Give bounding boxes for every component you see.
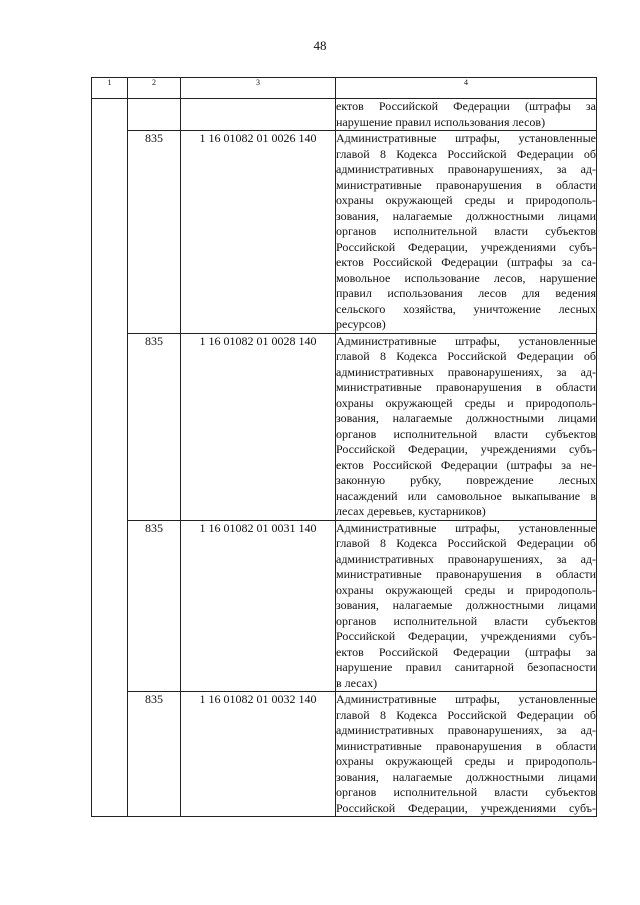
description-line: министративные правонарушения в области — [336, 567, 596, 581]
description-line: нарушение правил санитарной безопасности — [336, 660, 596, 674]
admin-code-cell: 835 — [128, 692, 181, 817]
description-cell — [336, 692, 597, 817]
description-line: главой 8 Кодекса Российской Федерации об — [336, 349, 596, 363]
kbk-code-cell: 1 16 01082 01 0026 140 — [181, 131, 336, 334]
column-number-1: 1 — [92, 78, 128, 99]
description-line: зования, налагаемые должностными лицами — [336, 208, 596, 223]
description-line: ектов Российской Федерации (штрафы за не- — [336, 457, 596, 472]
description-line: главой 8 Кодекса Российской Федерации об — [336, 536, 596, 550]
description-line: ектов Российской Федерации (штрафы за — [336, 644, 596, 659]
description-line: охраны окружающей среды и природополь- — [336, 582, 596, 597]
code-cell-empty — [128, 99, 181, 131]
description-line: зования, налагаемые должностными лицами — [336, 769, 596, 784]
admin-code-cell: 835 — [128, 333, 181, 520]
description-line: главой 8 Кодекса Российской Федерации об — [336, 146, 596, 161]
description-line: Административные штрафы, установленные — [336, 333, 596, 348]
description-line: ектов Российской Федерации (штрафы за — [336, 99, 596, 113]
table-row — [92, 333, 597, 520]
column-number-2: 2 — [128, 78, 181, 99]
description-line: Российской Федерации, учреждениями субъ- — [336, 629, 596, 643]
description-line: министративные правонарушения в области — [336, 177, 596, 192]
description-line: главой 8 Кодекса Российской Федерации об — [336, 707, 596, 722]
description-line: органов исполнительной власти субъектов — [336, 224, 596, 238]
admin-code-cell: 835 — [128, 131, 181, 334]
table-row — [92, 692, 597, 817]
description-line: зования, налагаемые должностными лицами — [336, 598, 596, 612]
description-line: органов исполнительной власти субъектов — [336, 426, 596, 441]
description-line: законную рубку, повреждение лесных — [336, 473, 596, 487]
description-line: министративные правонарушения в области — [336, 738, 596, 753]
table-row — [92, 520, 597, 692]
description-line: насаждений или самовольное выкапывание в — [336, 488, 596, 503]
kbk-cell-empty — [181, 99, 336, 131]
budget-codes-table — [91, 77, 597, 817]
description-line: Российской Федерации, учреждениями субъ- — [336, 239, 596, 254]
table-row — [92, 131, 597, 334]
admin-code-cell: 835 — [128, 520, 181, 692]
page-number: 48 — [313, 38, 327, 53]
kbk-code-cell: 1 16 01082 01 0032 140 — [181, 692, 336, 817]
description-line: ресурсов) — [336, 317, 386, 331]
description-line: мовольное использование лесов, нарушение — [336, 270, 596, 285]
description-line: Российской Федерации, учреждениями субъ- — [336, 800, 596, 815]
description-line: административных правонарушениях, за ад- — [336, 723, 596, 737]
description-line: правил использования лесов для ведения — [336, 286, 596, 300]
description-line: министративные правонарушения в области — [336, 380, 596, 394]
description-line: сельского хозяйства, уничтожение лесных — [336, 301, 596, 316]
description-line: Административные штрафы, установленные — [336, 692, 596, 706]
description-line: лесах деревьев, кустарников) — [336, 504, 486, 518]
description-line: охраны окружающей среды и природополь- — [336, 395, 596, 410]
description-line: органов исполнительной власти субъектов — [336, 613, 596, 628]
description-line: зования, налагаемые должностными лицами — [336, 411, 596, 425]
description-line: охраны окружающей среды и природополь- — [336, 754, 596, 768]
description-cell — [336, 520, 597, 692]
description-line: Административные штрафы, установленные — [336, 131, 596, 145]
kbk-code-cell: 1 16 01082 01 0028 140 — [181, 333, 336, 520]
description-line: административных правонарушениях, за ад- — [336, 364, 596, 379]
description-cell — [336, 131, 597, 334]
column-number-3: 3 — [181, 78, 336, 99]
description-line: ектов Российской Федерации (штрафы за са- — [336, 255, 596, 269]
description-line: административных правонарушениях, за ад- — [336, 551, 596, 566]
column-number-4: 4 — [336, 78, 597, 99]
description-line: охраны окружающей среды и природополь- — [336, 193, 596, 207]
description-cell — [336, 333, 597, 520]
description-line: органов исполнительной власти субъектов — [336, 785, 596, 799]
description-line: Российской Федерации, учреждениями субъ- — [336, 442, 596, 456]
column-number-row — [92, 78, 597, 99]
description-line: нарушение правил использования лесов) — [336, 114, 546, 129]
description-line: административных правонарушениях, за ад- — [336, 162, 596, 176]
description-cell-continuation — [336, 99, 597, 131]
description-line: в лесах) — [336, 675, 378, 690]
description-line: Административные штрафы, установленные — [336, 520, 596, 535]
table-row-continuation — [92, 99, 597, 131]
kbk-code-cell: 1 16 01082 01 0031 140 — [181, 520, 336, 692]
group-cell-column-1 — [92, 99, 128, 817]
